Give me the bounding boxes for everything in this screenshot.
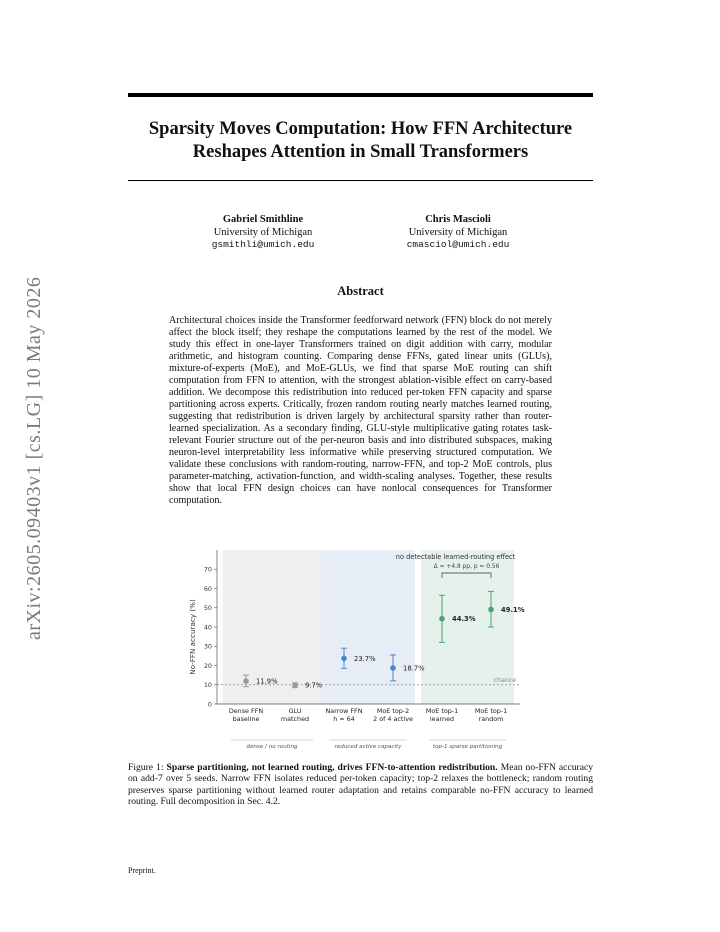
x-tick-label: 2 of 4 active	[373, 715, 413, 723]
y-tick-label: 70	[203, 565, 212, 574]
title-top-rule	[128, 93, 593, 97]
data-point	[390, 665, 396, 671]
y-axis-label: No-FFN accuracy (%)	[188, 599, 197, 675]
preprint-footer: Preprint.	[128, 866, 156, 875]
y-tick-label: 60	[203, 584, 212, 593]
annotation-stat: Δ = +4.8 pp, p = 0.56	[433, 564, 500, 570]
accuracy-chart	[185, 548, 545, 758]
data-label: 49.1%	[501, 605, 525, 614]
y-tick-label: 40	[203, 623, 212, 632]
x-tick-label: random	[478, 715, 504, 723]
y-tick-label: 20	[203, 661, 212, 670]
title-line-2: Reshapes Attention in Small Transformers	[192, 142, 529, 162]
x-tick-label: h = 64	[333, 715, 355, 723]
y-tick-label: 50	[203, 604, 212, 613]
data-label: 23.7%	[354, 654, 376, 663]
author-block-2	[358, 214, 558, 252]
figure-1	[185, 548, 545, 758]
author-name: Chris Mascioli	[425, 214, 491, 225]
y-tick-label: 10	[203, 681, 212, 690]
author-email: gsmithli@umich.edu	[211, 239, 315, 250]
x-tick-label: Dense FFN	[228, 707, 264, 715]
data-label: 9.7%	[305, 681, 323, 690]
title-bottom-rule	[128, 180, 593, 181]
abstract-body: Architectural choices inside the Transformer feedforward network (FFN) block do not merely affect the block itself; they reshape the computations learned by the rest of the model. We study this effect in one-layer Transformers trained on digit addition with carry, modular arithmetic, and histogram counting. Comparing dense FFNs, gated linear units (GLUs), mixture-of-experts (MoE), and MoE-GLUs, we find that sparse MoE routing can shift computation from FFN to attention, with the strongest ablation-visible effect on carry-based addition. We decompose this redistribution into reduced per-token FFN capacity and sparse partitioning across experts. Critically, frozen random routing nearly matches learned routing, suggesting that redistribution is driven largely by architectural sparsity rather than router-learned specialization. As a secondary finding, GLU-style multiplicative gating rotates task-relevant Fourier structure out of the per-neuron basis and into distributed subspaces, making neuron-level interpretability less informative while preserving structured computation. We validate these conclusions with random-routing, narrow-FFN, and top-2 MoE controls, plus parameter-matching, activation-function, and width-scaling analyses. Together, these results show that local FFN design choices can have nonlocal consequences for Transformer computation.	[169, 315, 552, 506]
arxiv-identifier: arXiv:2605.09403v1 [cs.LG] 10 May 2026	[23, 276, 45, 640]
data-point	[292, 683, 298, 689]
title-line-1: Sparsity Moves Computation: How FFN Architecture	[148, 119, 573, 139]
data-point	[341, 656, 347, 662]
author-email: cmasciol@umich.edu	[406, 239, 510, 250]
annotation-text: no detectable learned-routing effect	[395, 553, 516, 561]
y-tick-label: 30	[203, 642, 212, 651]
paper-title	[128, 118, 593, 164]
group-label: reduced active capacity	[334, 744, 402, 750]
group-label: top-1 sparse partitioning	[432, 744, 503, 750]
y-tick-label: 0	[207, 700, 212, 709]
chance-label: chance	[493, 676, 516, 684]
author-affiliation: University of Michigan	[408, 226, 508, 238]
x-tick-label: matched	[280, 715, 310, 723]
data-label: 11.9%	[256, 677, 278, 686]
caption-label: Figure 1:	[128, 762, 164, 773]
data-label: 18.7%	[403, 664, 425, 673]
x-tick-label: GLU	[288, 707, 302, 715]
caption-bold: Sparse partitioning, not learned routing, drives FFN-to-attention redistribution.	[166, 762, 498, 773]
data-point	[439, 616, 445, 622]
data-label: 44.3%	[452, 615, 476, 624]
abstract-heading: Abstract	[337, 284, 384, 298]
figure-caption	[128, 762, 593, 807]
author-block-1	[163, 214, 363, 252]
group-label: dense / no routing	[246, 744, 298, 750]
x-tick-label: baseline	[232, 715, 260, 723]
author-name: Gabriel Smithline	[222, 214, 304, 225]
x-tick-label: learned	[429, 715, 455, 723]
author-affiliation: University of Michigan	[213, 226, 313, 238]
caption-text: Mean no-FFN accuracy on add-7 over 5 seeds. Narrow FFN isolates reduced per-token capacity; top-2 relaxes the bottleneck; random routing preserves sparse partitioning without learned router adaptation and retains comparable no-FFN accuracy to learned routing. Full decomposition in Sec. 4.2.	[128, 762, 594, 807]
x-tick-label: MoE top-1	[474, 707, 508, 715]
x-tick-label: MoE top-1	[425, 707, 459, 715]
data-point	[488, 607, 494, 613]
x-tick-label: Narrow FFN	[325, 707, 363, 715]
group-band	[321, 550, 415, 704]
x-tick-label: MoE top-2	[376, 707, 410, 715]
data-point	[243, 678, 249, 684]
